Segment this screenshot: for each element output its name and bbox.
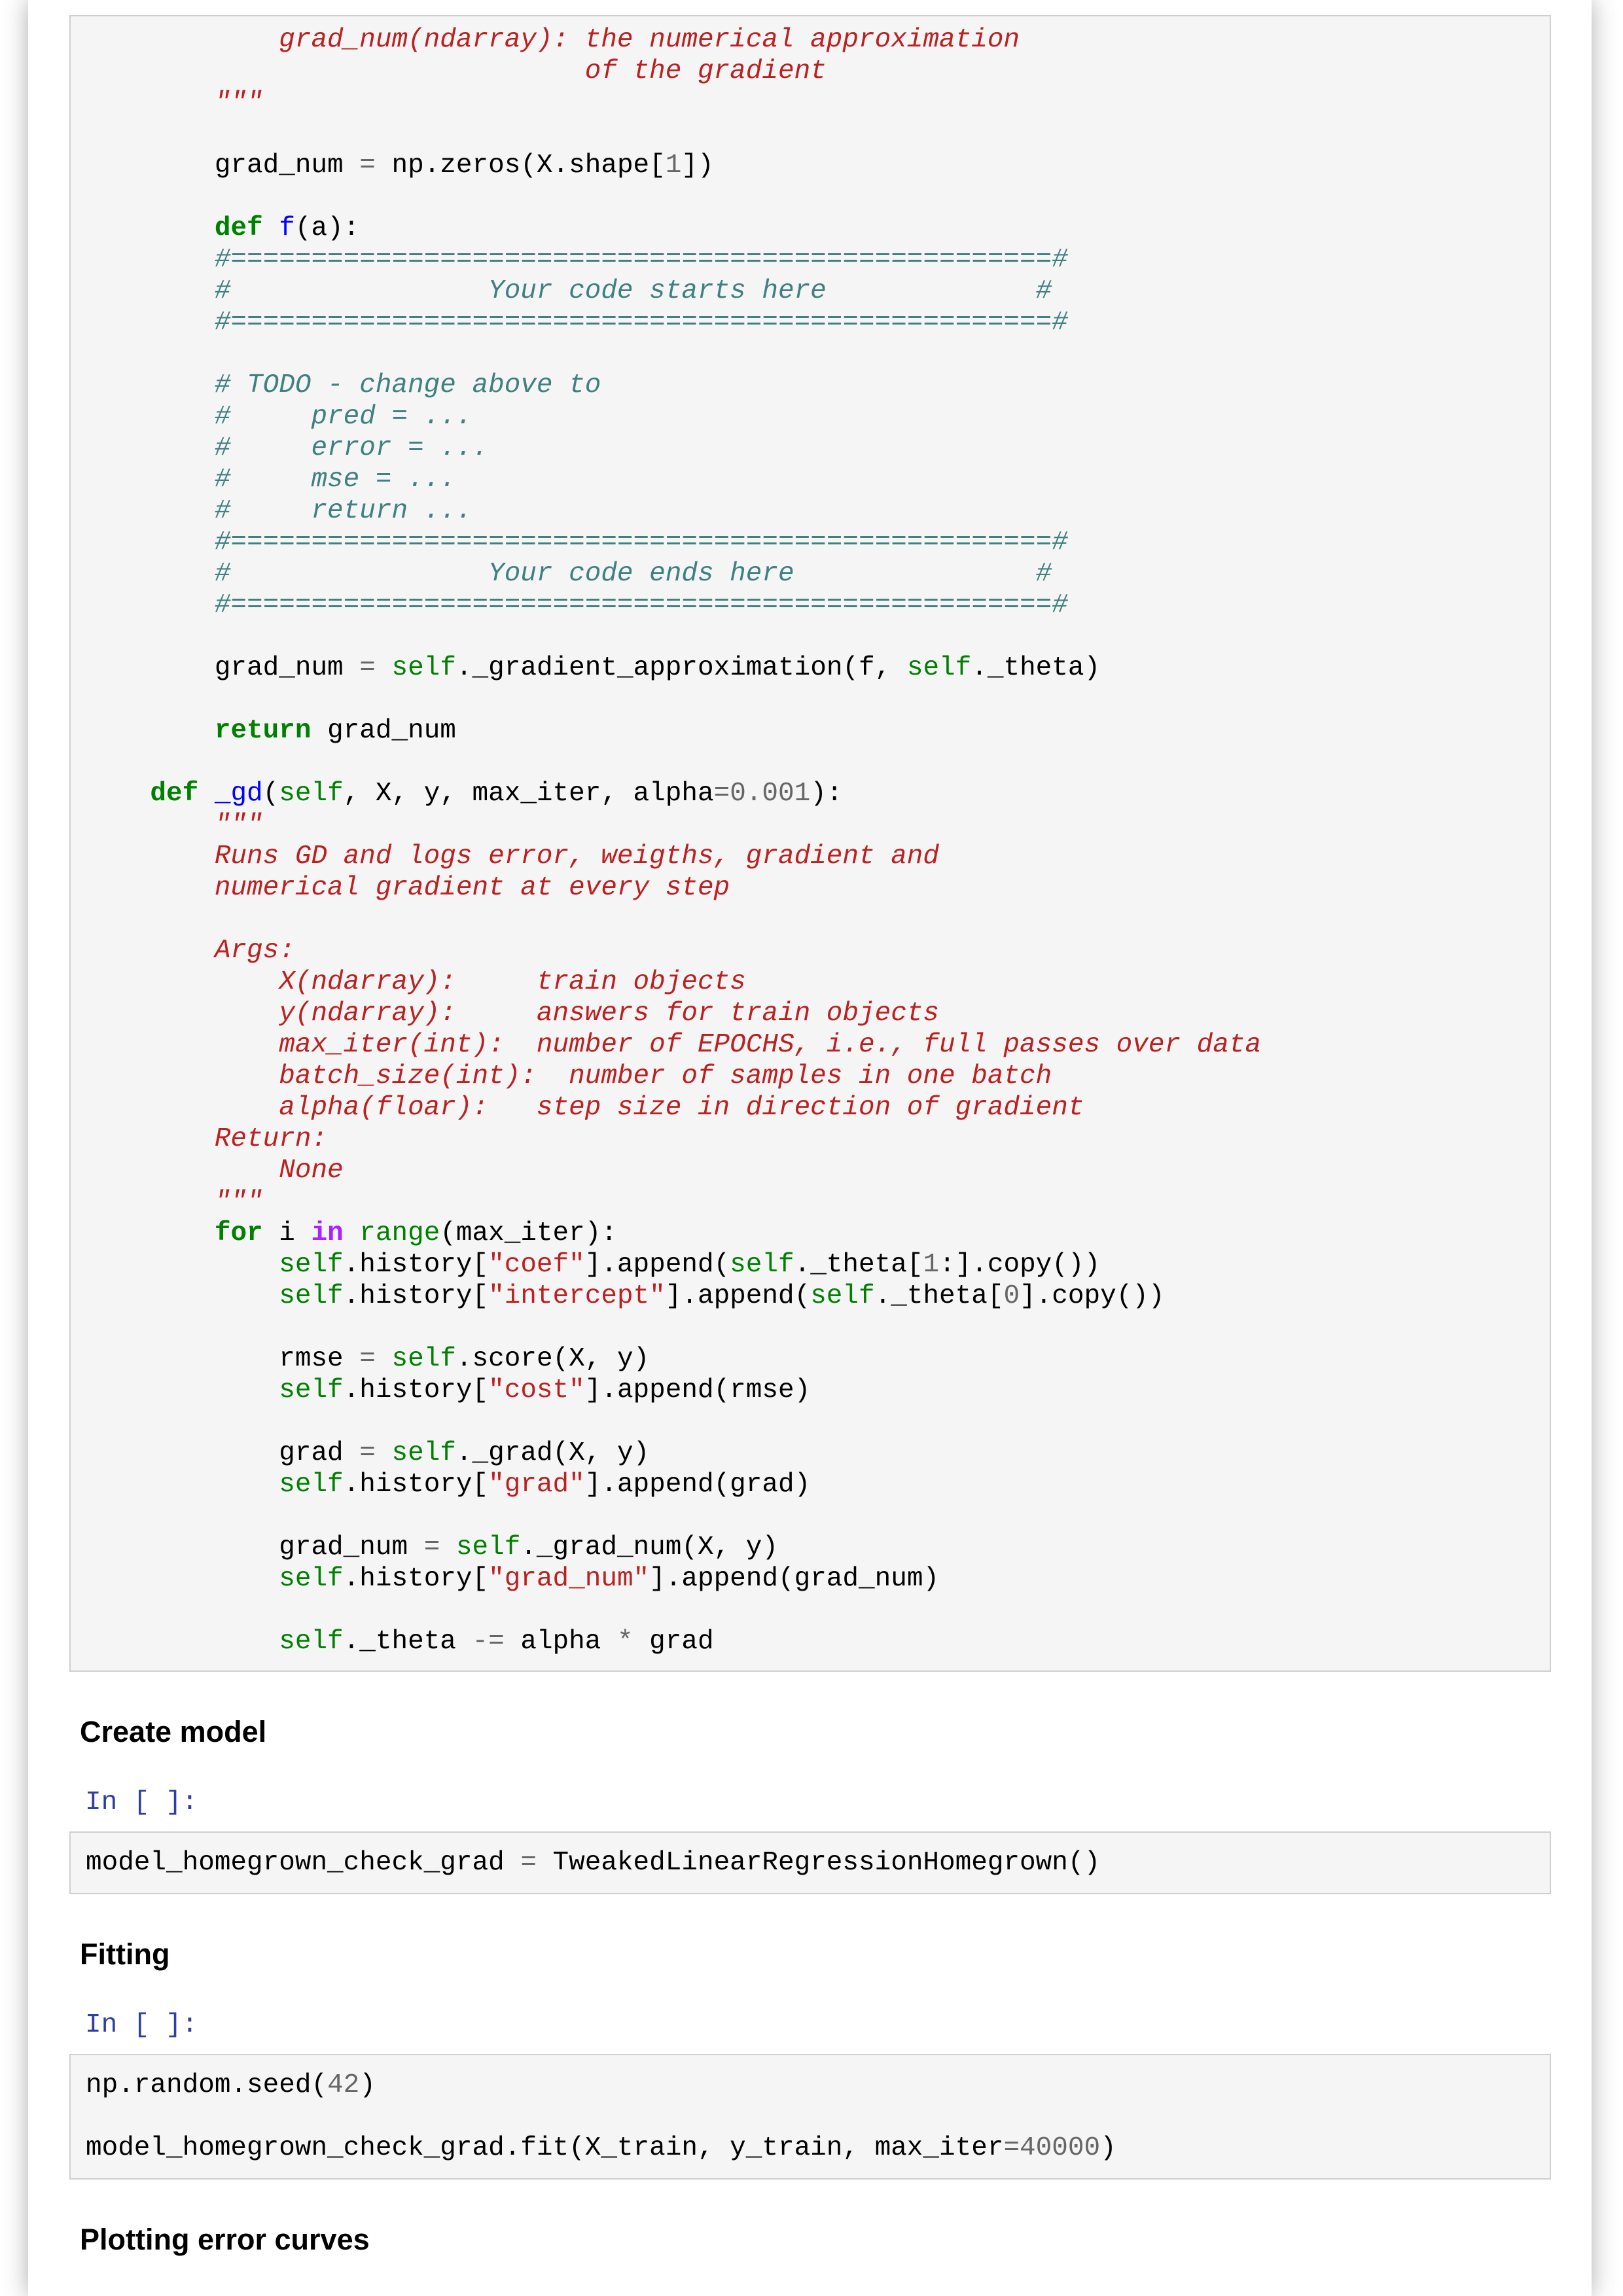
code-cell-gd-implementation [69,15,1551,1672]
code-content-fitting: np.random.seed(42) model_homegrown_check_grad.fit(X_train, y_train, max_iter=40000) [86,2070,1116,2163]
heading-fitting: Fitting [80,1937,170,1971]
heading-create-model: Create model [80,1715,267,1748]
notebook-page [28,0,1592,2296]
heading-plotting-error-curves: Plotting error curves [80,2222,370,2256]
code-cell-fitting [69,2054,1551,2180]
code-cell-create-model [69,1831,1551,1894]
code-content-gd-implementation: grad_num(ndarray): the numerical approximation of the gradient """ grad_num = np.zeros(X.shape[1]) def f(a): #===================================================# # Your code starts here # #===================================================# # TODO - change above to # pred = ... # error = ... # mse = ... # return ... #===================================================# # Your code ends here # #===================================================# grad_num = self._gradient_approximation(f, self._theta) return grad_num def _gd(self, X, y, max_iter, alpha=0.001): """ Runs GD and logs error, weigths, gradient and numerical gradient at every step Args: X(ndarray): train objects y(ndarray): answers for train objects max_iter(int): number of EPOCHS, i.e., full passes over data batch_size(int): number of samples in one batch alpha(floar): step size in direction of gradient Return: None """ for i in range(max_iter): self.history["coef"].append(self._theta[1:].copy()) self.history["intercept"].append(self._theta[0].copy()) rmse = self.score(X, y) self.history["cost"].append(rmse) grad = self._grad(X, y) self.history["grad"].append(grad) grad_num = self._grad_num(X, y) self.history["grad_num"].append(grad_num) self._theta -= alpha * grad [86,25,1262,1657]
input-prompt-fitting: In [ ]: [85,2009,198,2040]
code-content-create-model: model_homegrown_check_grad = TweakedLinearRegressionHomegrown() [86,1847,1101,1878]
input-prompt-create-model: In [ ]: [85,1787,198,1818]
